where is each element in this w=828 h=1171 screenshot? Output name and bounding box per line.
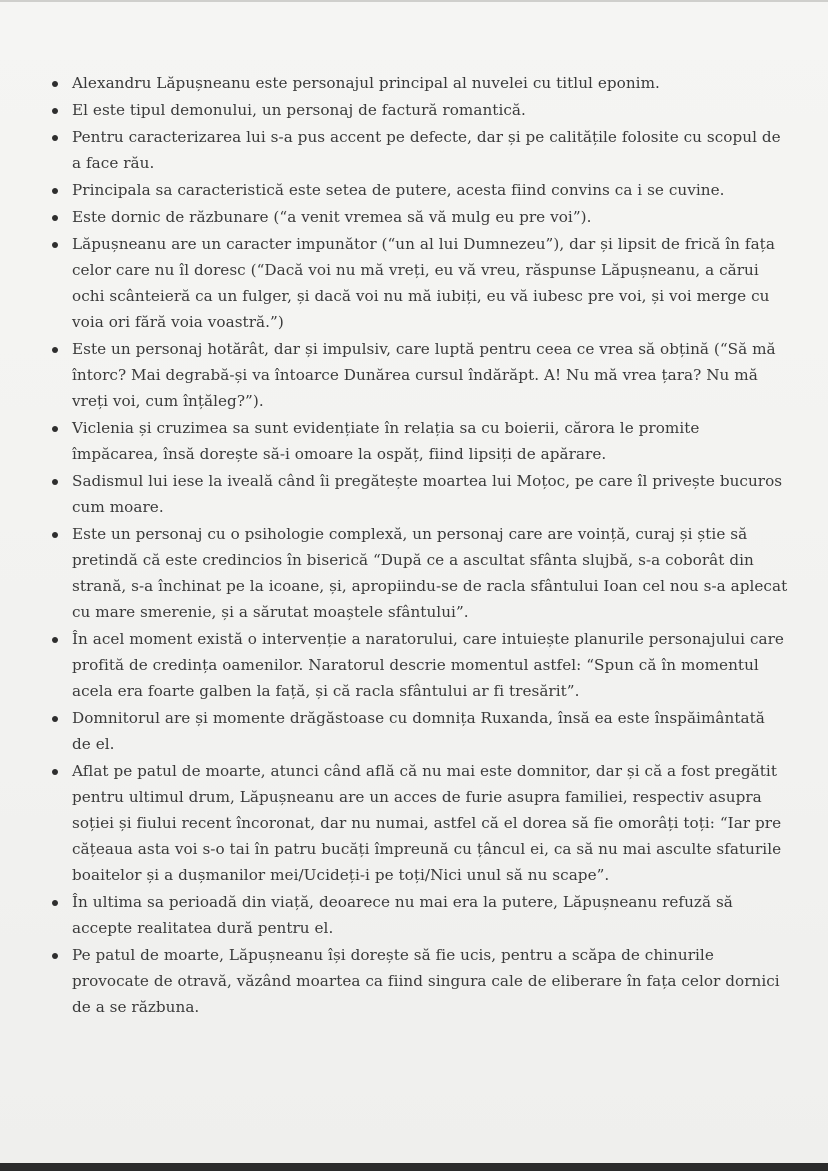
list-item-text: Lăpușneanu are un caracter impunător (“un al lui Dumnezeu”), dar și lipsit de frică în fața celor care nu îl doresc (“Dacă voi nu mă vreți, eu vă vreu, răspunse Lăpușneanu, a cărui ochi scânteieră ca un fulger, și dacă voi nu mă iubiți, eu vă iubesc pre voi, și voi merge cu voia ori fără voia voastră.”) — [72, 235, 775, 331]
list-item — [48, 468, 788, 520]
bullet-dot-icon — [52, 135, 58, 141]
list-item-text: El este tipul demonului, un personaj de factură romantică. — [72, 101, 526, 119]
list-item — [48, 758, 788, 888]
bullet-dot-icon — [52, 479, 58, 485]
list-item — [48, 336, 788, 414]
list-item-text: Este un personaj cu o psihologie complexă, un personaj care are voință, curaj și știe să pretindă că este credincios în biserică “După ce a ascultat sfânta slujbă, s-a coborât din strană, s-a închinat pe la icoane, și, apropiindu-se de racla sfântului Ioan cel nou s-a aplecat cu mare smerenie, și a sărutat moaștele sfântului”. — [72, 525, 788, 621]
list-item-text: Alexandru Lăpușneanu este personajul principal al nuvelei cu titlul eponim. — [72, 74, 660, 92]
bullet-dot-icon — [52, 900, 58, 906]
list-item-text: Sadismul lui iese la iveală când îi pregătește moartea lui Moțoc, pe care îl privește bucuros cum moare. — [72, 472, 783, 516]
list-item — [48, 204, 788, 230]
list-item — [48, 626, 788, 704]
page-top-edge — [0, 0, 828, 2]
bullet-dot-icon — [52, 81, 58, 87]
list-item — [48, 415, 788, 467]
list-item — [48, 231, 788, 335]
bullet-dot-icon — [52, 716, 58, 722]
list-item — [48, 942, 788, 1020]
bullet-dot-icon — [52, 637, 58, 643]
list-item-text: Domnitorul are și momente drăgăstoase cu domnița Ruxanda, însă ea este înspăimântată de el. — [72, 709, 765, 753]
list-item-text: În acel moment există o intervenție a naratorului, care intuiește planurile personajului care profită de credința oamenilor. Naratorul descrie momentul astfel: “Spun că în momentul acela era foarte galben la față, și că racla sfântului ar fi tresărit”. — [72, 630, 784, 700]
bullet-dot-icon — [52, 532, 58, 538]
bullet-dot-icon — [52, 242, 58, 248]
bullet-dot-icon — [52, 108, 58, 114]
list-item-text: Principala sa caracteristică este setea de putere, acesta fiind convins ca i se cuvine. — [72, 181, 725, 199]
bullet-dot-icon — [52, 953, 58, 959]
list-item-text: Este dornic de răzbunare (“a venit vremea să vă mulg eu pre voi”). — [72, 208, 592, 226]
list-item-text: Aflat pe patul de moarte, atunci când află că nu mai este domnitor, dar și că a fost pregătit pentru ultimul drum, Lăpușneanu are un acces de furie asupra familiei, respectiv asupra soției și fiului recent încoronat, dar nu numai, astfel că el dorea să fie omorâți toți: “Iar pre cățeaua asta voi s-o tai în patru bucăți împreună cu țâncul ei, ca să nu mai asculte sfaturile boaitelor și a dușmanilor mei/Ucideți-i pe toți/Nici unul să nu scape”. — [72, 762, 782, 884]
page-bottom-edge — [0, 1163, 828, 1171]
list-item-text: Viclenia și cruzimea sa sunt evidențiate în relația sa cu boierii, cărora le promite împăcarea, însă dorește să-i omoare la ospăț, fiind lipsiți de apărare. — [72, 419, 700, 463]
bullet-list — [48, 70, 788, 1021]
list-item-text: Pentru caracterizarea lui s-a pus accent pe defecte, dar și pe calitățile folosite cu scopul de a face rău. — [72, 128, 781, 172]
list-item — [48, 521, 788, 625]
bullet-dot-icon — [52, 215, 58, 221]
list-item — [48, 705, 788, 757]
list-item-text: Este un personaj hotărât, dar și impulsiv, care luptă pentru ceea ce vrea să obțină (“Să mă întorc? Mai degrabă-și va întoarce Dunărea cursul îndărăpt. A! Nu mă vrea țara? Nu mă vreți voi, cum înțăleg?”). — [72, 340, 776, 410]
list-item-text: Pe patul de moarte, Lăpușneanu își dorește să fie ucis, pentru a scăpa de chinurile provocate de otravă, văzând moartea ca fiind singura cale de eliberare în fața celor dornici de a se răzbuna. — [72, 946, 780, 1016]
bullet-dot-icon — [52, 426, 58, 432]
list-item-text: În ultima sa perioadă din viață, deoarece nu mai era la putere, Lăpușneanu refuză să accepte realitatea dură pentru el. — [72, 893, 733, 937]
bullet-dot-icon — [52, 188, 58, 194]
list-item — [48, 97, 788, 123]
list-item — [48, 124, 788, 176]
list-item — [48, 889, 788, 941]
bullet-dot-icon — [52, 347, 58, 353]
bullet-dot-icon — [52, 769, 58, 775]
list-item — [48, 177, 788, 203]
list-item — [48, 70, 788, 96]
